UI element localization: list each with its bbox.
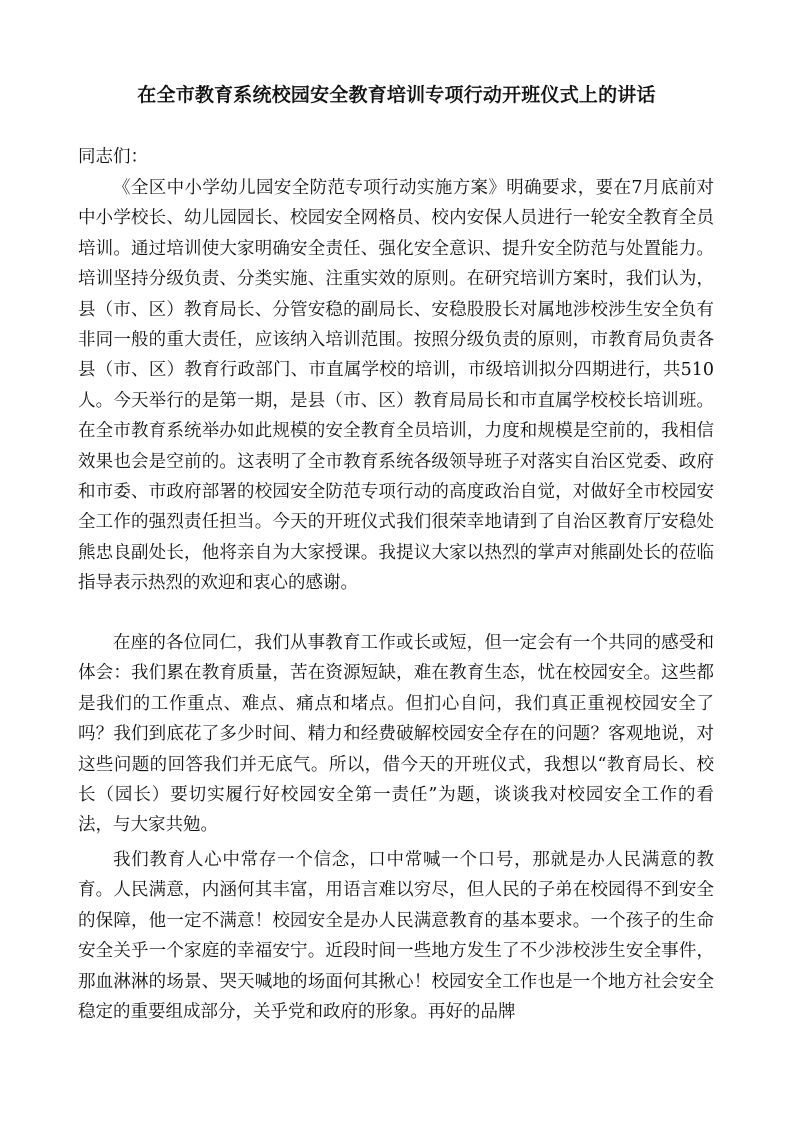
paragraph-3: 我们教育人心中常存一个信念，口中常喊一个口号，那就是办人民满意的教育。人民满意，内涵何其丰富，用语言难以穷尽，但人民的子弟在校园得不到安全的保障，他一定不满意！校园安全是办人民满意教育的基本要求。一个孩子的生命安全关乎一个家庭的幸福安宁。近段时间一些地方发生了不少涉校涉生安全事件，那血淋淋的场景、哭天喊地的场面何其揪心！校园安全工作也是一个地方社会安全稳定的重要组成部分，关乎党和政府的形象。再好的品牌: [78, 850, 714, 1023]
paragraph-1-block: [78, 173, 714, 599]
paragraph-2-block: [78, 628, 714, 841]
paragraph-1: 《全区中小学幼儿园安全防范专项行动实施方案》明确要求，要在7月底前对中小学校长、幼儿园园长、校园安全网格员、校内安保人员进行一轮安全教育全员培训。通过培训使大家明确安全责任、强化安全意识、提升安全防范与处置能力。培训坚持分级负责、分类实施、注重实效的原则。在研究培训方案时，我们认为，县（市、区）教育局长、分管安稳的副局长、安稳股股长对属地涉校涉生安全负有非同一般的重大责任，应该纳入培训范围。按照分级负责的原则，市教育局负责各县（市、区）教育行政部门、市直属学校的培训，市级培训拟分四期进行，共510人。今天举行的是第一期，是县（市、区）教育局局长和市直属学校校长培训班。在全市教育系统举办如此规模的安全教育全员培训，力度和规模是空前的，我相信效果也会是空前的。这表明了全市教育系统各级领导班子对落实自治区党委、政府和市委、市政府部署的校园安全防范专项行动的高度政治自觉，对做好全市校园安全工作的强烈责任担当。今天的开班仪式我们很荣幸地请到了自治区教育厅安稳处熊忠良副处长，他将亲自为大家授课。我提议大家以热烈的掌声对熊副处长的莅临指导表示热烈的欢迎和衷心的感谢。: [78, 178, 714, 594]
paragraph-2: 在座的各位同仁，我们从事教育工作或长或短，但一定会有一个共同的感受和体会：我们累在教育质量，苦在资源短缺，难在教育生态，忧在校园安全。这些都是我们的工作重点、难点、痛点和堵点。但扪心自问，我们真正重视校园安全了吗？我们到底花了多少时间、精力和经费破解校园安全存在的问题？客观地说，对这些问题的回答我们并无底气。所以，借今天的开班仪式，我想以“教育局长、校长（园长）要切实履行好校园安全第一责任”为题，谈谈我对校园安全工作的看法，与大家共勉。: [78, 633, 714, 836]
salutation: 同志们：: [78, 147, 148, 167]
document-title: 在全市教育系统校园安全教育培训专项行动开班仪式上的讲话: [137, 84, 656, 106]
paragraph-3-block: [78, 845, 714, 1027]
